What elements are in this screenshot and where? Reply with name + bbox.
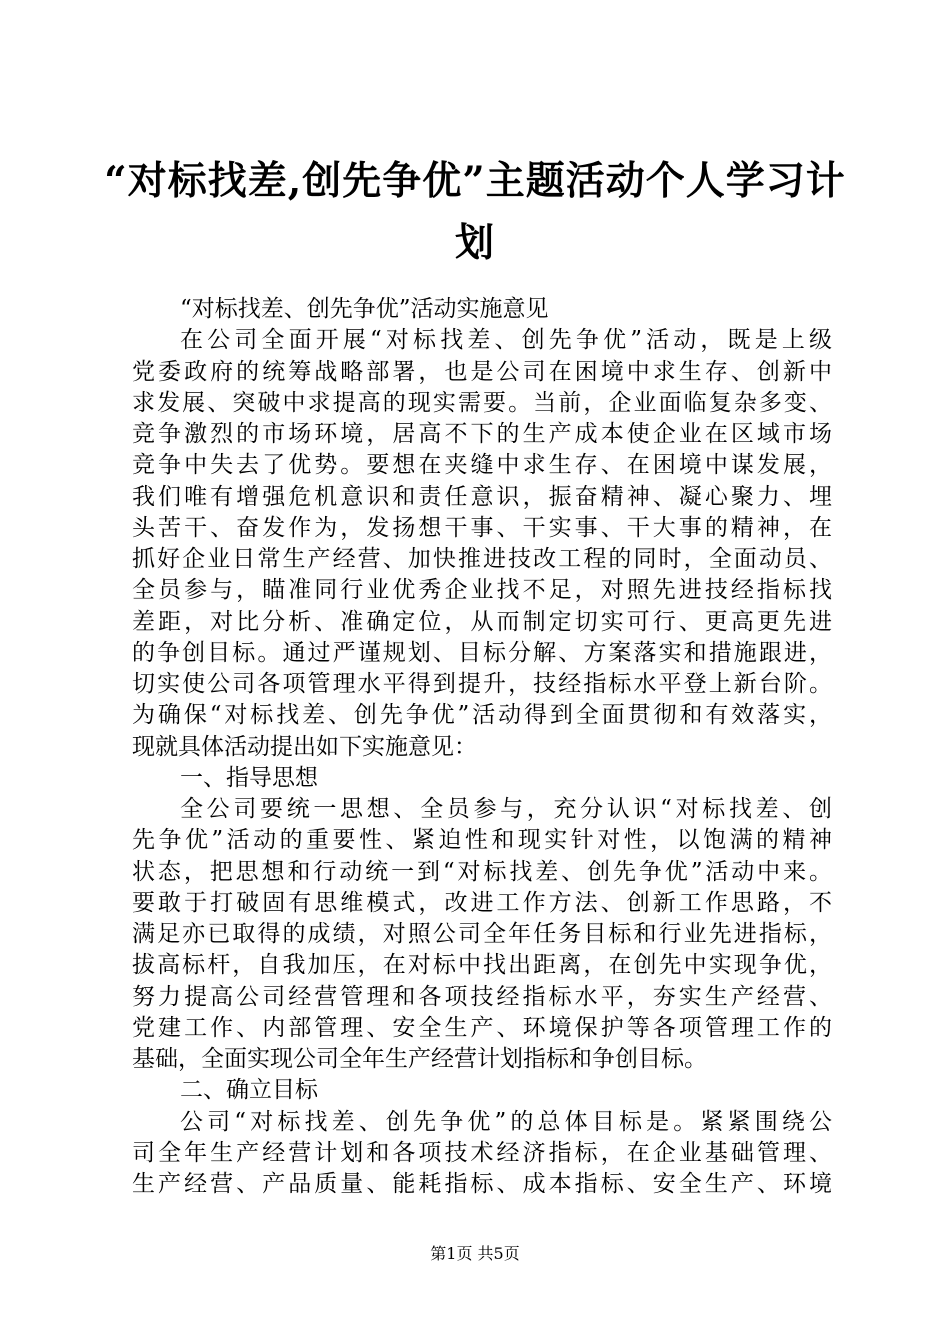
body-line: 公司“对标找差、创先争优”的总体目标是。紧紧围绕公 xyxy=(180,1108,832,1135)
body-line: 生产经营、产品质量、能耗指标、成本指标、安全生产、环境 xyxy=(132,1171,832,1197)
body-line: 我们唯有增强危机意识和责任意识，振奋精神、凝心聚力、埋 xyxy=(132,483,832,510)
body-line: “对标找差、创先争优”活动实施意见 xyxy=(180,296,549,322)
body-line: 差距，对比分析、准确定位，从而制定切实可行、更高更先进 xyxy=(132,608,832,635)
body-line: 二、确立目标 xyxy=(180,1077,318,1104)
body-line: 抓好企业日常生产经营、加快推进技改工程的同时，全面动员、 xyxy=(132,546,832,572)
body-line: 全公司要统一思想、全员参与，充分认识“对标找差、创 xyxy=(180,796,832,822)
body-line: 求发展、突破中求提高的现实需要。当前，企业面临复杂多变、 xyxy=(132,389,832,416)
body-line: 基础，全面实现公司全年生产经营计划指标和争创目标。 xyxy=(132,1046,707,1072)
body-line: 竞争中失去了优势。要想在夹缝中求生存、在困境中谋发展， xyxy=(132,452,832,479)
body-line: 努力提高公司经营管理和各项技经指标水平，夯实生产经营、 xyxy=(132,983,832,1010)
body-line: 在公司全面开展“对标找差、创先争优”活动，既是上级 xyxy=(180,327,832,354)
body-line: 党委政府的统筹战略部署，也是公司在困境中求生存、创新中 xyxy=(132,358,832,385)
body-line: 司全年生产经营计划和各项技术经济指标，在企业基础管理、 xyxy=(132,1139,832,1166)
body-line: 竞争激烈的市场环境，居高不下的生产成本使企业在区域市场 xyxy=(132,421,832,447)
body-line: 头苦干、奋发作为，发扬想干事、干实事、干大事的精神，在 xyxy=(132,514,832,541)
body-line: 为确保“对标找差、创先争优”活动得到全面贯彻和有效落实， xyxy=(132,702,832,729)
document-title-line-2: 划 xyxy=(454,220,495,266)
body-line: 满足亦已取得的成绩，对照公司全年任务目标和行业先进指标， xyxy=(132,921,832,947)
body-line: 拔高标杆，自我加压，在对标中找出距离，在创先中实现争优， xyxy=(132,952,832,979)
body-line: 现就具体活动提出如下实施意见： xyxy=(132,733,477,760)
body-line: 党建工作、内部管理、安全生产、环境保护等各项管理工作的 xyxy=(132,1014,832,1041)
document-title-line-1: “对标找差,创先争优”主题活动个人学习计 xyxy=(104,158,846,204)
page-footer: 第1页 共5页 xyxy=(430,1244,520,1263)
body-line: 一、指导思想 xyxy=(180,764,318,791)
body-line: 的争创目标。通过严谨规划、目标分解、方案落实和措施跟进， xyxy=(132,639,832,666)
body-line: 先争优”活动的重要性、紧迫性和现实针对性，以饱满的精神 xyxy=(132,827,832,854)
body-line: 全员参与，瞄准同行业优秀企业找不足，对照先进技经指标找 xyxy=(132,577,832,604)
body-line: 要敢于打破固有思维模式，改进工作方法、创新工作思路，不 xyxy=(132,889,832,916)
body-line: 切实使公司各项管理水平得到提升，技经指标水平登上新台阶。 xyxy=(132,671,832,697)
body-line: 状态，把思想和行动统一到“对标找差、创先争优”活动中来。 xyxy=(132,858,832,885)
document-body xyxy=(132,294,832,1200)
